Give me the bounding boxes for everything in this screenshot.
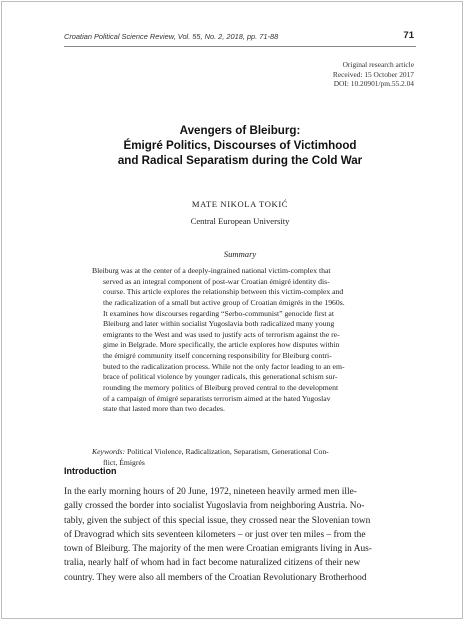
body-text: [64, 485, 416, 585]
header-rule: [64, 46, 416, 47]
abstract-line: of a campaign of émigré separatists terrorism aimed at the hated Yugoslav: [103, 393, 331, 403]
abstract-line: buted to the radicalization process. While not the only factor leading to an em-: [103, 361, 345, 371]
abstract-line: state that lasted more than two decades.: [103, 404, 225, 414]
abstract-line: served as an integral component of post-war Croatian émigré identity dis-: [103, 276, 330, 286]
abstract-line: emigrants to the West and was used to justify acts of terrorism against the re-: [103, 329, 340, 339]
keywords-text: Political Violence, Radicalization, Separatism, Generational Con-: [126, 447, 329, 456]
keywords-line: [92, 447, 392, 458]
title-line: Avengers of Bleiburg:: [179, 124, 301, 137]
abstract-line: Bleiburg was at the center of a deeply-ingrained national victim-complex that: [92, 266, 331, 275]
body-line: tably, given the subject of this special issue, they crossed near the Slovenian town: [64, 515, 371, 526]
article-type: Original research article: [342, 60, 414, 69]
body-line: of Dravograd which sits seventeen kilometers – or just over ten miles – from the: [64, 529, 366, 540]
abstract-line: rounding the memory politics of Bleiburg proved central to the development: [103, 383, 339, 393]
abstract-line: the émigré community itself concerning responsibility for Bleiburg contri-: [103, 351, 332, 361]
abstract-line: the radicalization of a small but active group of Croatian émigrés in the 1960s.: [103, 297, 345, 307]
author-affiliation: Central European University: [190, 216, 290, 226]
doi: DOI: 10.20901/pm.55.2.04: [333, 79, 414, 89]
body-line: town of Bleiburg. The majority of the men were Croatian emigrants living in Aus-: [64, 544, 372, 555]
article-meta: [254, 60, 414, 89]
abstract-line: brace of political violence by younger radicals, this generational schism sur-: [103, 372, 338, 382]
running-head: Croatian Political Science Review, Vol. 55, No. 2, 2018, pp. 71-88: [64, 32, 279, 41]
page-number: 71: [403, 30, 414, 41]
body-line: country. They were also all members of the Croatian Revolutionary Brotherhood: [64, 572, 367, 583]
title-line: Émigré Politics, Discourses of Victimhood: [123, 139, 357, 153]
summary-heading: Summary: [223, 249, 257, 259]
body-line: tralia, nearly half of whom had in fact become naturalized citizens of their new: [64, 558, 361, 569]
author-name: MATE NIKOLA TOKIĆ: [191, 199, 289, 209]
keywords-line: flict, Émigrés: [103, 457, 145, 467]
article-title: [64, 123, 416, 169]
received-date: Received: 15 October 2017: [332, 69, 414, 79]
abstract-line: It examines how discourses regarding “Serbo-communist” genocide first at: [103, 308, 334, 318]
section-heading-introduction: Introduction: [64, 466, 117, 476]
paper-page: [1, 1, 463, 619]
body-line: gally crossed the border into socialist Yugoslavia from neighboring Austria. No-: [64, 501, 365, 512]
keywords: [92, 447, 392, 468]
abstract-line: course. This article explores the relationship between this victim-complex and: [103, 287, 344, 297]
abstract-line: Bleiburg and later within socialist Yugoslavia both radicalized many young: [103, 319, 335, 329]
body-line: In the early morning hours of 20 June, 1972, nineteen heavily armed men ille-: [64, 487, 357, 497]
keywords-label: Keywords:: [92, 447, 126, 456]
abstract-line: gime in Belgrade. More specifically, the article explores how disputes within: [103, 340, 340, 350]
abstract: [92, 266, 388, 415]
title-line: and Radical Separatism during the Cold War: [117, 154, 363, 168]
